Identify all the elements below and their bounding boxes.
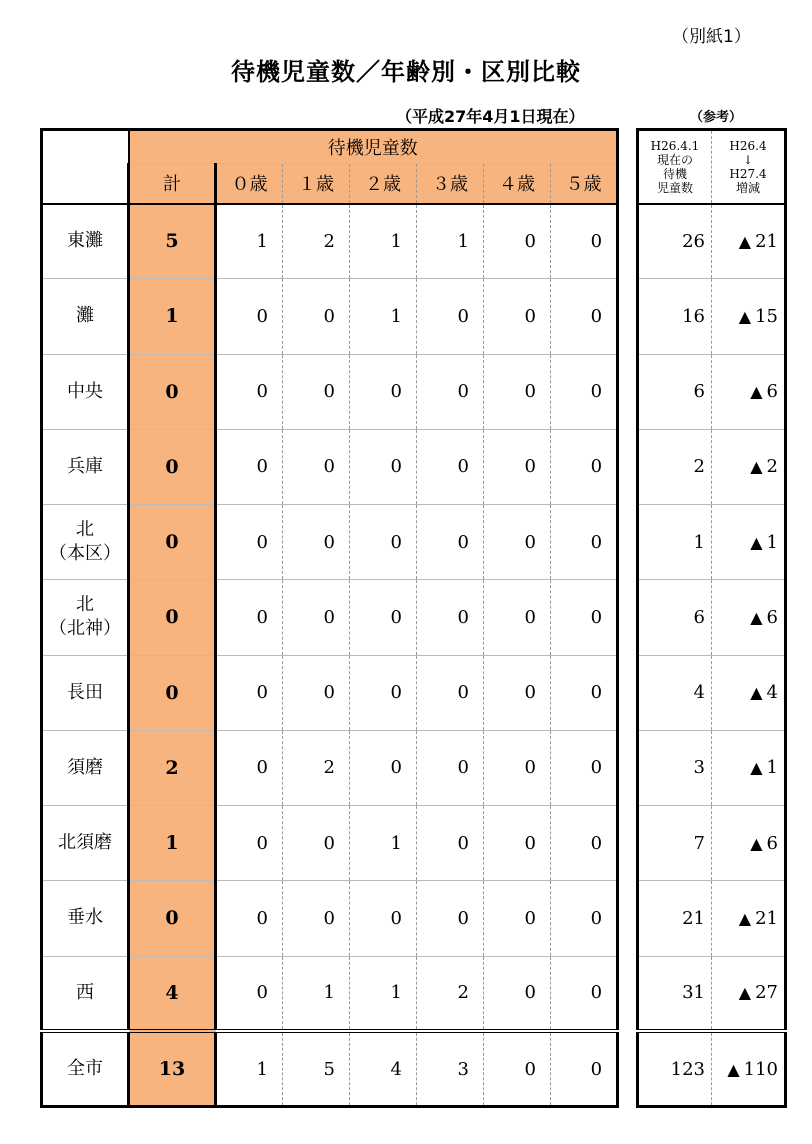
age-cell: 0	[484, 1031, 551, 1106]
decrease-triangle-icon: ▲	[750, 758, 763, 778]
decrease-triangle-icon: ▲	[738, 231, 752, 251]
change-value: 27	[755, 982, 778, 1004]
age-cell: 4	[350, 1031, 417, 1106]
change-cell	[712, 429, 786, 504]
ward-row	[42, 204, 618, 279]
change-cell	[712, 354, 786, 429]
age-cell: 0	[283, 505, 350, 580]
age-cell: 0	[216, 881, 283, 956]
ward-name-line: 北	[76, 594, 94, 616]
age-cell: 0	[417, 354, 484, 429]
age-cell: 0	[350, 655, 417, 730]
age-cell: 0	[283, 655, 350, 730]
change-cell	[712, 806, 786, 881]
age-cell: 0	[551, 1031, 618, 1106]
age-header: １歳	[283, 164, 350, 204]
age-cell: 0	[551, 429, 618, 504]
age-cell: 1	[350, 806, 417, 881]
reference-table	[636, 128, 787, 1108]
total-cell: 13	[129, 1031, 216, 1106]
age-cell: 0	[417, 429, 484, 504]
ward-name-line: 須磨	[67, 756, 103, 778]
change-cell	[712, 655, 786, 730]
total-cell: 0	[129, 354, 216, 429]
age-cell: 0	[484, 204, 551, 279]
age-header: ２歳	[350, 164, 417, 204]
age-cell: 0	[551, 956, 618, 1031]
ward-name-line: （北神）	[49, 618, 121, 640]
waiting-children-table	[40, 128, 619, 1108]
ward-name	[42, 1031, 129, 1106]
ward-row	[42, 505, 618, 580]
age-cell: 0	[216, 580, 283, 655]
reference-row	[638, 204, 786, 279]
ward-name	[42, 429, 129, 504]
age-header: ０歳	[216, 164, 283, 204]
age-cell: 0	[283, 580, 350, 655]
age-cell: 0	[551, 580, 618, 655]
age-cell: 0	[283, 429, 350, 504]
age-cell: 0	[216, 730, 283, 805]
age-cell: 0	[551, 806, 618, 881]
change-value: 15	[755, 305, 778, 327]
prev-count-cell: 31	[638, 956, 712, 1031]
decrease-triangle-icon: ▲	[750, 607, 763, 627]
age-cell: 0	[216, 429, 283, 504]
total-cell: 0	[129, 655, 216, 730]
corner-cell	[42, 130, 129, 204]
age-cell: 0	[216, 655, 283, 730]
total-cell: 1	[129, 279, 216, 354]
ward-row	[42, 354, 618, 429]
age-cell: 0	[216, 354, 283, 429]
age-cell: 1	[417, 204, 484, 279]
change-value: 6	[766, 832, 778, 854]
total-cell: 1	[129, 806, 216, 881]
decrease-triangle-icon: ▲	[750, 833, 763, 853]
age-cell: 0	[484, 655, 551, 730]
ward-row	[42, 279, 618, 354]
prev-count-cell: 2	[638, 429, 712, 504]
age-cell: 0	[417, 730, 484, 805]
ward-name	[42, 354, 129, 429]
ward-name	[42, 655, 129, 730]
total-cell: 0	[129, 881, 216, 956]
change-value: 6	[766, 381, 778, 403]
total-header: 計	[129, 164, 216, 204]
ward-name	[42, 881, 129, 956]
prev-count-cell: 123	[638, 1031, 712, 1106]
ward-name-line: 西	[76, 981, 94, 1003]
change-cell	[712, 1031, 786, 1106]
reference-row	[638, 806, 786, 881]
age-cell: 0	[484, 505, 551, 580]
ward-name	[42, 956, 129, 1031]
ward-name-line: 全市	[67, 1058, 103, 1080]
decrease-triangle-icon: ▲	[750, 457, 763, 477]
ward-row	[42, 881, 618, 956]
age-cell: 0	[484, 806, 551, 881]
page-title: 待機児童数／年齢別・区別比較	[231, 58, 581, 86]
ward-row	[42, 655, 618, 730]
city-total-row	[42, 1031, 618, 1106]
age-cell: 0	[551, 730, 618, 805]
ward-name	[42, 204, 129, 279]
age-cell: 0	[350, 429, 417, 504]
ward-name-line: 兵庫	[67, 455, 103, 477]
change-cell	[712, 505, 786, 580]
age-cell: 0	[350, 354, 417, 429]
age-cell: 2	[283, 204, 350, 279]
age-cell: 0	[417, 580, 484, 655]
age-cell: 0	[484, 881, 551, 956]
ward-row	[42, 429, 618, 504]
ward-name-line: 長田	[67, 681, 103, 703]
age-header: ４歳	[484, 164, 551, 204]
ward-row	[42, 806, 618, 881]
ref-change-header: H26.4 ↓ H27.4 増減	[712, 130, 786, 204]
age-cell: 3	[417, 1031, 484, 1106]
change-cell	[712, 580, 786, 655]
change-value: 4	[766, 682, 778, 704]
age-cell: 0	[551, 204, 618, 279]
change-cell	[712, 881, 786, 956]
change-cell	[712, 730, 786, 805]
prev-count-cell: 26	[638, 204, 712, 279]
age-cell: 0	[350, 580, 417, 655]
age-cell: 0	[484, 279, 551, 354]
change-cell	[712, 279, 786, 354]
age-cell: 0	[551, 881, 618, 956]
ward-name	[42, 279, 129, 354]
reference-row	[638, 354, 786, 429]
decrease-triangle-icon: ▲	[738, 908, 752, 928]
ward-name-line: 中央	[67, 380, 103, 402]
total-cell: 2	[129, 730, 216, 805]
ward-name	[42, 730, 129, 805]
decrease-triangle-icon: ▲	[738, 983, 752, 1003]
age-cell: 1	[350, 956, 417, 1031]
age-header: ５歳	[551, 164, 618, 204]
prev-count-cell: 1	[638, 505, 712, 580]
reference-row	[638, 881, 786, 956]
prev-count-cell: 6	[638, 580, 712, 655]
prev-count-cell: 4	[638, 655, 712, 730]
age-cell: 1	[350, 279, 417, 354]
decrease-triangle-icon: ▲	[750, 532, 763, 552]
age-cell: 0	[283, 881, 350, 956]
reference-row	[638, 655, 786, 730]
age-cell: 0	[484, 580, 551, 655]
ref-prev-header: H26.4.1 現在の 待機 児童数	[638, 130, 712, 204]
ward-name-line: 灘	[76, 305, 94, 327]
prev-count-cell: 6	[638, 354, 712, 429]
change-value: 1	[766, 531, 778, 553]
reference-row	[638, 505, 786, 580]
age-cell: 0	[417, 806, 484, 881]
reference-row	[638, 279, 786, 354]
decrease-triangle-icon: ▲	[738, 306, 752, 326]
reference-row	[638, 429, 786, 504]
reference-row	[638, 1031, 786, 1106]
age-cell: 1	[283, 956, 350, 1031]
age-cell: 0	[551, 354, 618, 429]
age-cell: 0	[350, 505, 417, 580]
age-cell: 0	[350, 730, 417, 805]
total-cell: 0	[129, 429, 216, 504]
age-cell: 0	[551, 505, 618, 580]
ward-row	[42, 580, 618, 655]
age-cell: 0	[216, 505, 283, 580]
age-cell: 0	[216, 956, 283, 1031]
reference-label: （参考）	[690, 110, 743, 125]
age-cell: 0	[484, 354, 551, 429]
age-cell: 0	[216, 279, 283, 354]
ward-name-line: 北須磨	[58, 832, 112, 854]
age-cell: 0	[417, 881, 484, 956]
ward-name	[42, 806, 129, 881]
age-cell: 0	[216, 806, 283, 881]
age-cell: 0	[484, 429, 551, 504]
group-header: 待機児童数	[129, 130, 618, 164]
ward-name-line: 北	[76, 519, 94, 541]
change-cell	[712, 956, 786, 1031]
decrease-triangle-icon: ▲	[750, 683, 763, 703]
age-cell: 0	[417, 279, 484, 354]
age-cell: 0	[417, 655, 484, 730]
age-cell: 1	[216, 1031, 283, 1106]
ward-name-line: 東灘	[67, 230, 103, 252]
total-cell: 0	[129, 580, 216, 655]
total-cell: 5	[129, 204, 216, 279]
ward-row	[42, 730, 618, 805]
change-value: 6	[766, 606, 778, 628]
age-cell: 0	[551, 279, 618, 354]
as-of-date: （平成27年4月1日現在）	[396, 107, 585, 126]
ward-name	[42, 505, 129, 580]
total-cell: 4	[129, 956, 216, 1031]
age-cell: 1	[216, 204, 283, 279]
age-cell: 0	[417, 505, 484, 580]
age-cell: 2	[417, 956, 484, 1031]
prev-count-cell: 7	[638, 806, 712, 881]
age-cell: 0	[350, 881, 417, 956]
change-value: 110	[743, 1058, 778, 1080]
change-value: 21	[755, 907, 778, 929]
age-header: ３歳	[417, 164, 484, 204]
prev-count-cell: 3	[638, 730, 712, 805]
prev-count-cell: 16	[638, 279, 712, 354]
reference-row	[638, 730, 786, 805]
annex-label: （別紙1）	[672, 27, 751, 47]
total-cell: 0	[129, 505, 216, 580]
age-cell: 1	[350, 204, 417, 279]
age-cell: 0	[283, 806, 350, 881]
decrease-triangle-icon: ▲	[750, 382, 763, 402]
age-cell: 0	[283, 354, 350, 429]
age-cell: 0	[551, 655, 618, 730]
reference-row	[638, 956, 786, 1031]
age-cell: 0	[484, 956, 551, 1031]
reference-row	[638, 580, 786, 655]
ward-name-line: 垂水	[67, 907, 103, 929]
ward-name-line: （本区）	[49, 543, 121, 565]
change-value: 1	[766, 757, 778, 779]
prev-count-cell: 21	[638, 881, 712, 956]
age-cell: 0	[283, 279, 350, 354]
change-value: 2	[766, 456, 778, 478]
decrease-triangle-icon: ▲	[727, 1059, 740, 1079]
ward-name	[42, 580, 129, 655]
ward-row	[42, 956, 618, 1031]
change-value: 21	[755, 230, 778, 252]
change-cell	[712, 204, 786, 279]
age-cell: 5	[283, 1031, 350, 1106]
age-cell: 2	[283, 730, 350, 805]
age-cell: 0	[484, 730, 551, 805]
